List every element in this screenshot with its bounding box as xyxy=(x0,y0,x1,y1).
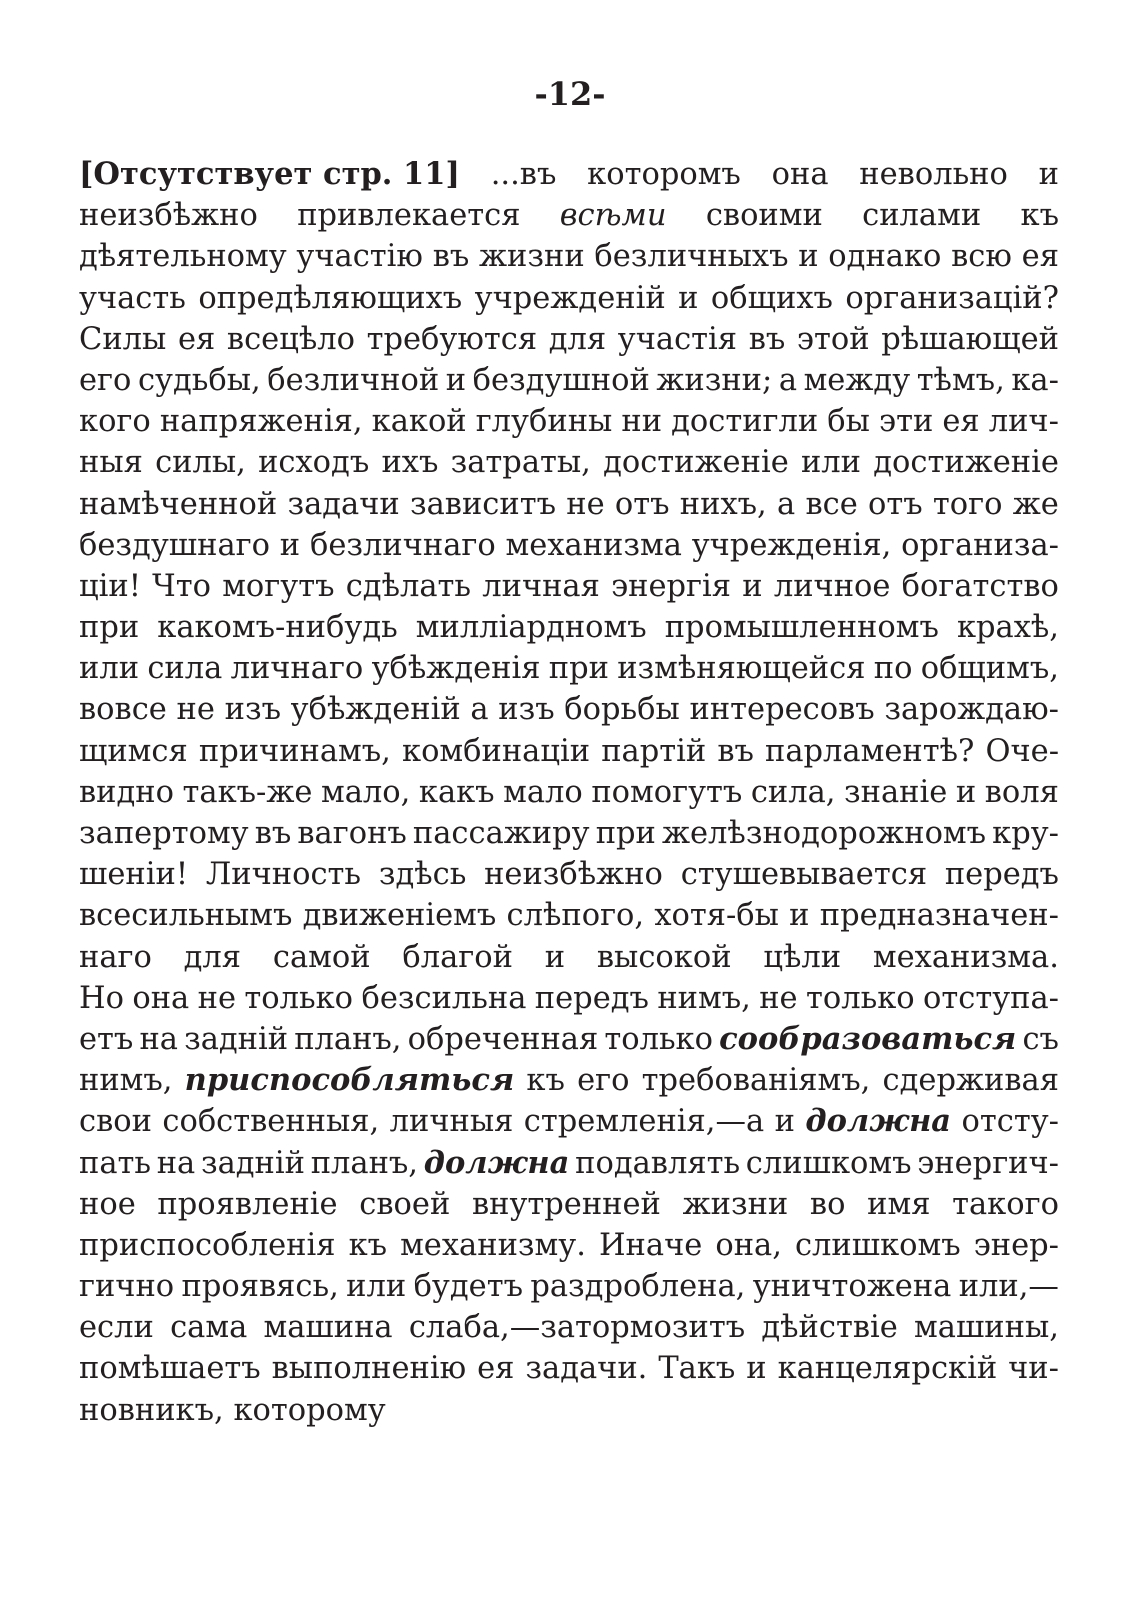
word: личная xyxy=(482,568,600,604)
word: механизма. xyxy=(872,939,1059,975)
word: самой xyxy=(272,939,371,975)
word: неизбѣжно xyxy=(484,857,663,893)
word: такого xyxy=(952,1186,1059,1222)
word: и xyxy=(544,939,566,975)
word: всесильнымъ xyxy=(79,898,293,934)
word: ея xyxy=(1021,239,1059,275)
word: личныя xyxy=(389,1104,514,1140)
word: ея xyxy=(477,1351,515,1387)
word: а xyxy=(470,692,489,728)
word: наго xyxy=(79,939,152,975)
word: отступа- xyxy=(923,980,1059,1016)
word: и xyxy=(678,280,699,316)
word: стушевывается xyxy=(680,857,928,893)
word: на xyxy=(156,1145,196,1181)
word: такъ-же xyxy=(182,774,313,810)
word: она xyxy=(771,157,829,192)
word: въ xyxy=(432,239,470,275)
word: могутъ xyxy=(222,568,335,604)
word: причинамъ, xyxy=(198,733,391,769)
missing-page-note: [Отсутствует стр. 11] xyxy=(79,156,460,192)
word: слаба,—затормозитъ xyxy=(408,1310,746,1346)
word: гично xyxy=(79,1269,175,1305)
word: общимъ, xyxy=(920,651,1059,687)
word: между xyxy=(803,362,911,398)
word: безличнаго xyxy=(309,527,496,563)
word: сила, xyxy=(750,774,836,810)
word: къ xyxy=(526,1063,565,1099)
word: учрежденій xyxy=(474,280,666,316)
word: привлекается xyxy=(297,198,521,234)
word: здѣсь xyxy=(378,857,467,893)
word: комбинаціи xyxy=(402,733,591,769)
word: изъ xyxy=(498,692,555,728)
word: не xyxy=(197,980,237,1016)
word: передъ xyxy=(944,857,1059,893)
word: или xyxy=(346,1269,407,1305)
word: рѣшающей xyxy=(881,321,1059,357)
word: а xyxy=(778,362,798,398)
word: однако xyxy=(828,239,942,275)
word: отсту- xyxy=(961,1104,1059,1140)
word: задній xyxy=(200,1145,305,1181)
word: шеніи! xyxy=(79,857,189,893)
word: задачи xyxy=(287,486,400,522)
word: слишкомъ xyxy=(745,1145,912,1181)
emphasis-word: должна xyxy=(805,1103,952,1140)
word: только xyxy=(805,980,915,1016)
word: организа- xyxy=(901,527,1059,563)
word: всю xyxy=(951,239,1012,275)
word: или xyxy=(79,651,140,687)
word: передъ xyxy=(534,980,649,1016)
text-line xyxy=(79,484,1059,525)
word: мало, xyxy=(321,774,411,810)
emphasis-word: сообразоваться xyxy=(719,1020,1017,1057)
word: въ xyxy=(748,321,786,357)
word: своими xyxy=(705,198,823,234)
word: этой xyxy=(796,321,870,357)
word: во xyxy=(809,1186,846,1222)
word: исходъ xyxy=(258,445,370,481)
word: убѣжденія xyxy=(371,651,541,687)
word: канцелярскій xyxy=(777,1351,998,1387)
word: какомъ-нибудь xyxy=(157,610,398,646)
text-line xyxy=(79,401,1059,442)
word: помогутъ xyxy=(591,774,743,810)
word: ка- xyxy=(1011,362,1059,398)
word: тѣмъ, xyxy=(916,362,1005,398)
text-line xyxy=(79,1307,1059,1348)
word: мало xyxy=(503,774,583,810)
word: зарождаю- xyxy=(884,692,1059,728)
word: ціи! xyxy=(79,568,141,604)
word: измѣняющейся xyxy=(617,651,866,687)
word: внутренней xyxy=(471,1186,661,1222)
word: опредѣляющихъ xyxy=(198,280,463,316)
word: сила xyxy=(147,651,223,687)
text-line xyxy=(79,278,1059,319)
word: съ xyxy=(1022,1021,1059,1057)
word: она xyxy=(132,980,190,1016)
word: приспособленія xyxy=(79,1227,336,1263)
word: требуются xyxy=(366,321,538,357)
word: машина xyxy=(263,1310,393,1346)
text-line xyxy=(79,689,1059,730)
text-line xyxy=(79,813,1059,854)
word: стремленія,—а xyxy=(523,1104,765,1140)
word: безсильна xyxy=(361,980,527,1016)
word: она, xyxy=(715,1227,782,1263)
word: бы xyxy=(827,404,870,440)
word: и xyxy=(789,898,810,934)
emphasis-word: приспособляться xyxy=(184,1062,515,1099)
word: нимъ, xyxy=(79,1063,173,1099)
word: партій xyxy=(601,733,707,769)
word: кого xyxy=(79,404,151,440)
word: его xyxy=(577,1063,630,1099)
word: силы, xyxy=(155,445,246,481)
word: или,— xyxy=(958,1269,1059,1305)
word: Личность xyxy=(205,857,362,893)
word: дѣйствіе xyxy=(761,1310,898,1346)
word: личное xyxy=(773,568,891,604)
word: эти xyxy=(878,404,934,440)
word: борьбы xyxy=(564,692,680,728)
word: жизни xyxy=(478,239,585,275)
emphasis-word: всѣми xyxy=(559,198,667,234)
word: видно xyxy=(79,774,174,810)
word: зависитъ xyxy=(409,486,556,522)
word: проявясь, xyxy=(181,1269,339,1305)
word: дѣятельному xyxy=(79,239,287,275)
text-line xyxy=(79,648,1059,689)
word: Но xyxy=(79,980,124,1016)
word: не xyxy=(566,486,605,522)
word: неизбѣжно xyxy=(79,198,258,234)
word: выполненію xyxy=(271,1351,467,1387)
word: пать xyxy=(79,1145,151,1181)
word: ея xyxy=(177,321,216,357)
word: пассажиру xyxy=(412,816,590,851)
word: ни xyxy=(621,404,663,440)
word: чи- xyxy=(1008,1351,1059,1387)
word: отъ xyxy=(614,486,670,522)
word: достиженіе xyxy=(873,445,1059,481)
word: Оче- xyxy=(985,733,1059,769)
word: богатство xyxy=(901,568,1059,604)
word: проявленіе xyxy=(157,1186,338,1222)
text-line xyxy=(79,1225,1059,1266)
word: въ xyxy=(254,816,292,851)
word: будетъ xyxy=(413,1269,523,1305)
word: и xyxy=(774,1104,795,1140)
word: свои xyxy=(79,1104,152,1140)
word: невольно xyxy=(859,157,1008,192)
word: промышленномъ xyxy=(664,610,939,646)
word: къ xyxy=(348,1227,388,1263)
page-number: -12- xyxy=(534,75,606,113)
word: напряженія, xyxy=(159,404,363,440)
word: и xyxy=(798,239,819,275)
word: Силы xyxy=(79,321,167,357)
word: желѣзнодорожномъ xyxy=(661,816,987,851)
word: сдерживая xyxy=(882,1063,1059,1099)
word: а xyxy=(777,486,796,522)
text-line xyxy=(79,442,1059,483)
word: глубины xyxy=(475,404,613,440)
word: уничтожена xyxy=(752,1269,952,1305)
word: которому xyxy=(233,1392,386,1428)
word: бездушной xyxy=(472,362,650,398)
word: благой xyxy=(402,939,513,975)
word: имя xyxy=(867,1186,931,1222)
text-line xyxy=(79,360,1059,401)
word: того xyxy=(932,486,1003,522)
text-line xyxy=(79,1390,1059,1431)
word: задній xyxy=(184,1021,289,1057)
word: участь xyxy=(79,280,186,316)
word: щимся xyxy=(79,733,188,769)
word: планъ, xyxy=(310,1145,419,1181)
word: подавлять xyxy=(575,1145,741,1181)
emphasis-word: должна xyxy=(423,1144,570,1181)
word: Что xyxy=(152,568,211,604)
word: энергич- xyxy=(917,1145,1059,1181)
word: участію xyxy=(296,239,423,275)
text-line xyxy=(79,937,1059,978)
text-line xyxy=(79,1101,1059,1142)
word: и xyxy=(955,774,977,810)
word: и xyxy=(742,568,763,604)
word: нимъ, xyxy=(657,980,751,1016)
text-line xyxy=(79,895,1059,936)
word: обреченная xyxy=(407,1021,599,1057)
word: достиженіе xyxy=(603,445,789,481)
text-line xyxy=(79,772,1059,813)
word: ныя xyxy=(79,445,143,481)
word: которомъ xyxy=(587,157,741,192)
word: въ xyxy=(717,733,754,769)
word: интересовъ xyxy=(689,692,875,728)
word: энергія xyxy=(611,568,732,604)
word: жизни xyxy=(682,1186,789,1222)
word: жизни; xyxy=(656,362,773,398)
word: Такъ xyxy=(658,1351,736,1387)
word: все xyxy=(805,486,858,522)
text-line xyxy=(79,1019,1059,1060)
word: хотя-бы xyxy=(654,898,779,934)
word: какой xyxy=(371,404,467,440)
word: его xyxy=(79,362,132,398)
word: если xyxy=(79,1310,154,1346)
text-line xyxy=(79,236,1059,277)
word: Иначе xyxy=(598,1227,703,1263)
word: только xyxy=(604,1021,713,1057)
word: при xyxy=(79,610,140,646)
word: лич- xyxy=(988,404,1059,440)
body-text xyxy=(79,154,1059,1431)
text-line xyxy=(79,195,1059,236)
word: требованіямъ, xyxy=(641,1063,871,1099)
text-line xyxy=(79,1266,1059,1307)
word: личнаго xyxy=(230,651,364,687)
word: участія xyxy=(617,321,738,357)
word: достигли xyxy=(671,404,819,440)
word: своей xyxy=(359,1186,451,1222)
word: не xyxy=(176,692,215,728)
text-line xyxy=(79,607,1059,648)
text-line xyxy=(79,1060,1059,1101)
word: при xyxy=(548,651,609,687)
word: помѣшаетъ xyxy=(79,1351,261,1387)
word: для xyxy=(548,321,607,357)
word: знаніе xyxy=(844,774,948,810)
word: собственныя, xyxy=(162,1104,380,1140)
word: ея xyxy=(942,404,980,440)
word: по xyxy=(873,651,913,687)
word: высокой xyxy=(596,939,732,975)
word: бездушнаго xyxy=(79,527,270,563)
word: или xyxy=(800,445,862,481)
word: и xyxy=(279,527,301,563)
text-line xyxy=(79,1184,1059,1225)
text-line xyxy=(79,1348,1059,1389)
word: нихъ, xyxy=(679,486,767,522)
text-line xyxy=(79,525,1059,566)
word: судьбы, xyxy=(137,362,261,398)
word: раздроблена, xyxy=(530,1269,746,1305)
word: не xyxy=(759,980,798,1016)
text-line xyxy=(79,154,1059,195)
word: и xyxy=(445,362,467,398)
word: механизма xyxy=(505,527,682,563)
word: на xyxy=(139,1021,178,1057)
word: безличныхъ xyxy=(594,239,789,275)
text-line xyxy=(79,566,1059,607)
word: убѣжденій xyxy=(290,692,461,728)
word: всецѣло xyxy=(226,321,355,357)
word: движеніемъ xyxy=(302,898,497,934)
word: вагонъ xyxy=(297,816,407,851)
word: предназначен- xyxy=(819,898,1059,934)
word: запертому xyxy=(79,816,249,851)
word: задачи. xyxy=(525,1351,648,1387)
word: общихъ xyxy=(710,280,833,316)
word: милліардномъ xyxy=(415,610,647,646)
word: ное xyxy=(79,1186,136,1222)
word: энер- xyxy=(973,1227,1059,1263)
word: только xyxy=(244,980,354,1016)
word: парламентѣ? xyxy=(765,733,975,769)
word: же xyxy=(1012,486,1059,522)
word: кру- xyxy=(992,816,1059,851)
text-line xyxy=(79,978,1059,1019)
word: отъ xyxy=(868,486,923,522)
word: машины, xyxy=(914,1310,1059,1346)
word: ихъ xyxy=(381,445,439,481)
word: и xyxy=(1038,157,1059,192)
word: цѣли xyxy=(763,939,842,975)
word: ...въ xyxy=(490,157,557,192)
word: затраты, xyxy=(450,445,591,481)
word: и xyxy=(746,1351,767,1387)
word: крахѣ, xyxy=(956,610,1059,646)
text-line xyxy=(79,731,1059,772)
word: механизму. xyxy=(400,1227,586,1263)
text-line xyxy=(79,854,1059,895)
text-line xyxy=(79,1143,1059,1184)
word: слишкомъ xyxy=(794,1227,961,1263)
word: изъ xyxy=(224,692,281,728)
word: къ xyxy=(1020,198,1059,234)
word: вовсе xyxy=(79,692,167,728)
word: етъ xyxy=(79,1021,134,1057)
word: для xyxy=(183,939,242,975)
word: организацій? xyxy=(845,280,1059,316)
word: намѣченной xyxy=(79,486,278,522)
word: при xyxy=(595,816,656,851)
word: какъ xyxy=(418,774,495,810)
word: безличной xyxy=(267,362,440,398)
word: силами xyxy=(862,198,982,234)
word: сдѣлать xyxy=(345,568,472,604)
word: сама xyxy=(170,1310,248,1346)
word: новникъ, xyxy=(79,1392,224,1428)
text-line xyxy=(79,319,1059,360)
word: планъ, xyxy=(294,1021,402,1057)
word: воля xyxy=(984,774,1059,810)
word: учрежденія, xyxy=(691,527,892,563)
word: слѣпого, xyxy=(506,898,645,934)
